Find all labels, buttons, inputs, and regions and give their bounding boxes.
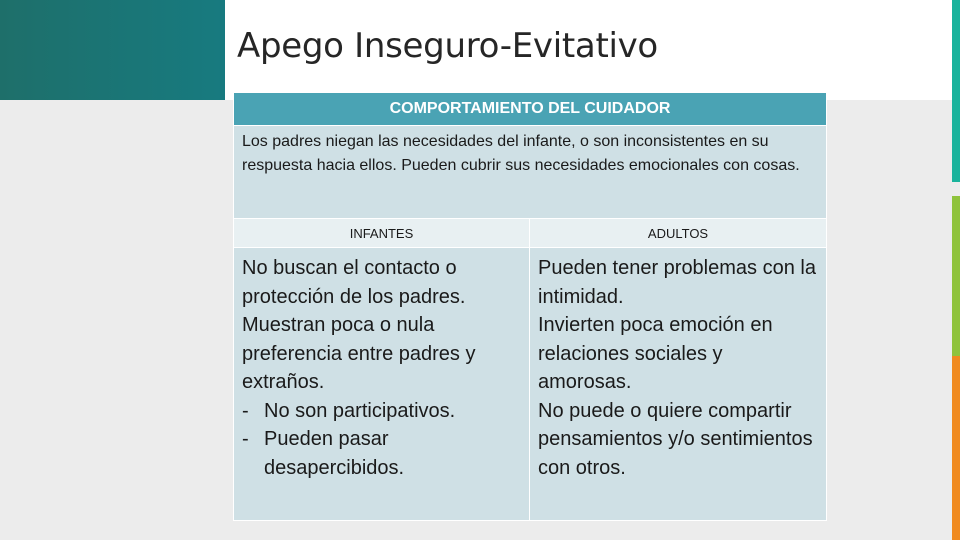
accent-bar-orange [952,356,960,540]
infantes-cell [234,248,530,521]
dash-marker: - [242,428,249,450]
adultos-line: Invierten poca emoción en relaciones sociales y amorosas. [538,314,773,393]
column-header-adultos: ADULTOS [530,219,827,248]
adultos-line: Pueden tener problemas con la intimidad. [538,257,816,308]
infantes-bullet-text: Pueden pasar desapercibidos. [264,428,405,479]
infantes-bullet-text: No son participativos. [264,399,456,422]
adultos-cell [530,248,827,521]
infantes-text: No buscan el contacto o protección de los padres. Muestran poca o nula preferencia entre padres y extraños. [242,257,476,393]
table-header: COMPORTAMIENTO DEL CUIDADOR [234,93,827,126]
accent-bar-teal [952,100,960,182]
dash-marker: - [242,399,249,422]
accent-bar-lime [952,196,960,356]
title-panel-edge [952,0,960,100]
accent-bar-gap [952,182,960,196]
slide-title: Apego Inseguro-Evitativo [237,26,658,66]
caregiver-description: Los padres niegan las necesidades del infante, o son inconsistentes en su respuesta hacia ellos. Pueden cubrir sus necesidades emocionales con cosas. [234,126,827,219]
column-header-infantes: INFANTES [234,219,530,248]
infantes-bullet [242,425,523,482]
infantes-bullet [242,397,523,426]
adultos-line: No puede o quiere compartir pensamientos y/o sentimientos con otros. [538,399,813,479]
attachment-table [233,92,827,521]
